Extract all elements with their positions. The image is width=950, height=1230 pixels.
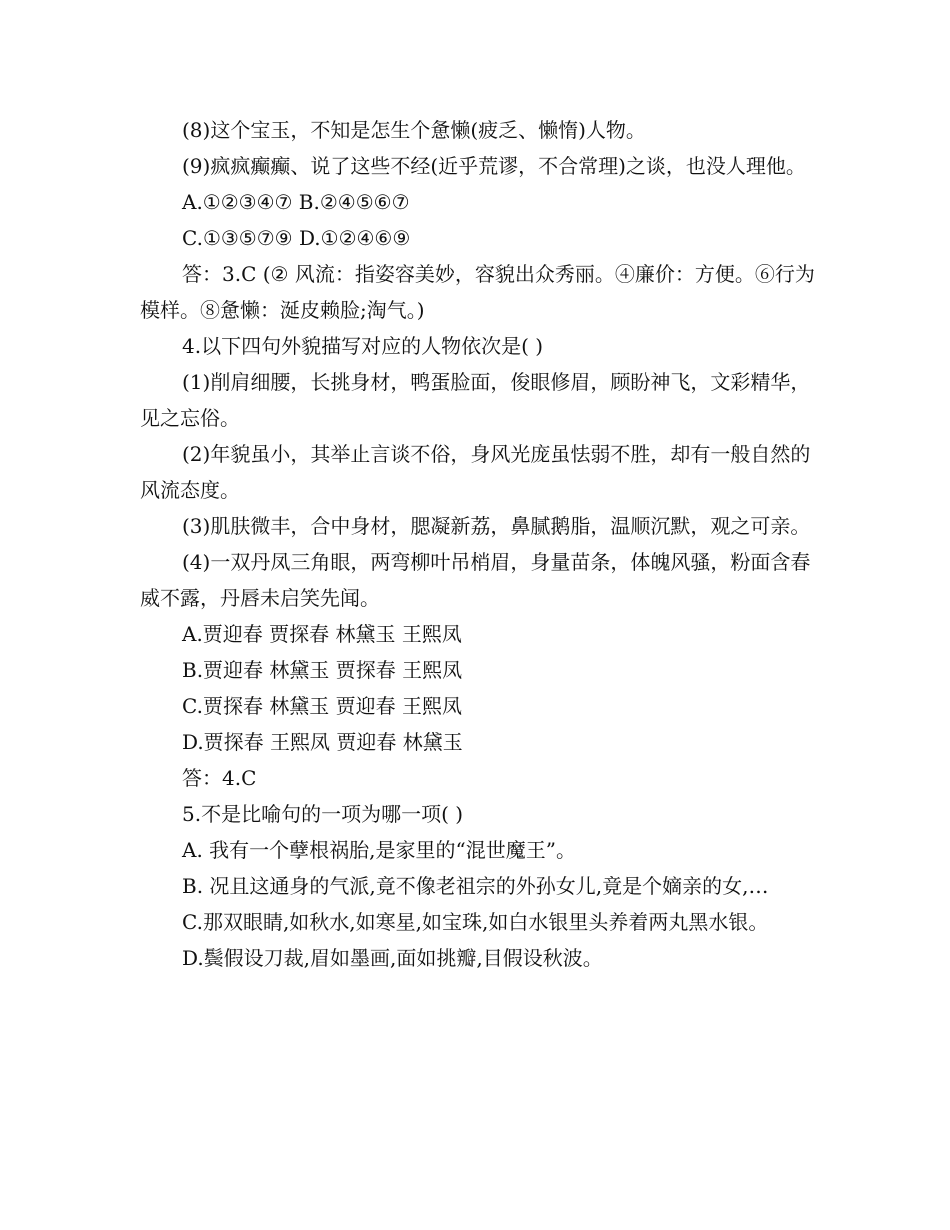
option-q5-a: A. 我有一个孽根祸胎,是家里的“混世魔王”。 [182,838,576,862]
option-q4-c: C.贾探春 林黛玉 贾迎春 王熙凤 [182,694,463,718]
option-q5-c: C.那双眼睛,如秋水,如寒星,如宝珠,如白水银里头养着两丸黑水银。 [182,910,769,934]
paragraph-q4-item2: (2)年貌虽小，其举止言谈不俗，身风光庞虽怯弱不胜，却有一般自然的风流态度。 [140,442,811,502]
answer-q3: 答：3.C (② 风流：指姿容美妙，容貌出众秀丽。④廉价：方便。⑥行为模样。⑧惫懒：涎皮赖脸;淘气。) [140,262,815,322]
paragraph-q4-item3: (3)肌肤微丰，合中身材，腮凝新荔，鼻腻鹅脂，温顺沉默，观之可亲。 [182,514,811,538]
document-body [140,112,816,976]
answer-q4: 答：4.C [182,766,257,790]
option-q5-b: B. 况且这通身的气派,竟不像老祖宗的外孙女儿,竟是个嫡亲的女,… [182,874,769,898]
paragraph-q3-item9: (9)疯疯癫癫、说了这些不经(近乎荒谬，不合常理)之谈，也没人理他。 [182,154,806,178]
option-q4-b: B.贾迎春 林黛玉 贾探春 王熙凤 [182,658,463,682]
option-q3-ab: A.①②③④⑦ B.②④⑤⑥⑦ [182,190,410,214]
option-q3-cd: C.①③⑤⑦⑨ D.①②④⑥⑨ [182,226,411,250]
paragraph-q4-item1: (1)削肩细腰，长挑身材，鸭蛋脸面，俊眼修眉，顾盼神飞，文彩精华，见之忘俗。 [140,370,811,430]
question-4: 4.以下四句外貌描写对应的人物依次是( ) [182,334,544,358]
paragraph-q4-item4: (4)一双丹凤三角眼，两弯柳叶吊梢眉，身量苗条，体魄风骚，粉面含春威不露，丹唇未启笑先闻。 [140,550,811,610]
question-5: 5.不是比喻句的一项为哪一项( ) [182,802,464,826]
option-q4-d: D.贾探春 王熙凤 贾迎春 林黛玉 [182,730,463,754]
option-q5-d: D.鬓假设刀裁,眉如墨画,面如挑瓣,目假设秋波。 [182,946,603,970]
paragraph-q3-item8: (8)这个宝玉，不知是怎生个惫懒(疲乏、懒惰)人物。 [182,118,646,142]
option-q4-a: A.贾迎春 贾探春 林黛玉 王熙凤 [182,622,462,646]
